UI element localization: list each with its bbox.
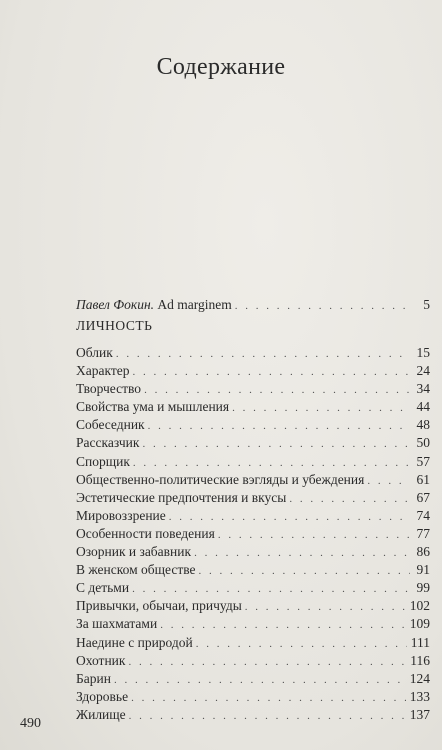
leader-dots [132, 580, 410, 598]
toc-entry [76, 453, 430, 471]
leader-dots [289, 490, 410, 508]
entry-title: Здоровье [76, 688, 129, 704]
toc-entry [76, 416, 430, 434]
section-heading: ЛИЧНОСТЬ [76, 318, 153, 333]
page-title: Содержание [156, 54, 286, 80]
leader-dots [144, 381, 410, 399]
leader-dots [131, 689, 406, 707]
entry-title: Привычки, обычаи, причуды [76, 598, 242, 614]
leader-dots [367, 472, 410, 490]
toc-entry [76, 634, 430, 652]
toc-entry [76, 688, 430, 706]
entry-title: Характер [76, 363, 130, 379]
entry-title: С детьми [76, 580, 130, 596]
entry-title: Собеседник [76, 417, 145, 433]
intro-page: 5 [423, 297, 430, 312]
toc-entry [76, 652, 430, 670]
toc-entry [76, 597, 430, 615]
toc-entry [76, 489, 430, 507]
toc-list [76, 344, 430, 724]
page-number: 490 [20, 716, 41, 731]
toc-entry [76, 362, 430, 380]
toc-entry [76, 543, 430, 561]
leader-dots [199, 562, 410, 580]
entry-title: Облик [76, 345, 113, 360]
entry-title: В женском обществе [76, 562, 196, 578]
toc-entry [76, 525, 430, 543]
entry-page: 137 [409, 706, 430, 722]
leader-dots [235, 297, 410, 315]
leader-dots [194, 544, 410, 562]
toc-entry [76, 344, 430, 362]
entry-page: 77 [416, 525, 430, 541]
entry-title: Творчество [76, 381, 142, 397]
entry-page: 50 [416, 435, 430, 451]
entry-page: 116 [410, 652, 430, 668]
entry-title: Свойства ума и мышления [76, 399, 230, 415]
entry-title: Озорник и забавник [76, 544, 192, 560]
entry-page: 34 [416, 381, 430, 397]
intro-title: Ad marginem [157, 297, 232, 312]
entry-title: Охотник [76, 652, 126, 668]
toc-entry [76, 579, 430, 597]
entry-title: Особенности поведения [76, 525, 215, 541]
leader-dots [128, 653, 406, 671]
entry-title: Спорщик [76, 453, 130, 469]
toc-entry [76, 507, 430, 525]
entry-page: 67 [416, 489, 430, 505]
leader-dots [114, 671, 406, 689]
toc-entry [76, 706, 430, 724]
entry-title: Мировоззрение [76, 507, 166, 523]
entry-page: 86 [416, 544, 430, 560]
entry-page: 74 [416, 507, 430, 523]
entry-title: Общественно-политические вэгляды и убеждения [76, 471, 365, 487]
entry-title: Эстетические предпочтения и вкусы [76, 489, 287, 505]
toc-entry [76, 670, 430, 688]
entry-title: За шахматами [76, 616, 158, 632]
leader-dots [129, 707, 406, 725]
leader-dots [169, 508, 410, 526]
leader-dots [133, 454, 410, 472]
entry-page: 124 [409, 670, 430, 686]
toc-entry [76, 615, 430, 633]
leader-dots [245, 598, 406, 616]
entry-page: 44 [416, 399, 430, 415]
entry-page: 24 [416, 363, 430, 379]
toc-entry [76, 398, 430, 416]
entry-title: Рассказчик [76, 435, 140, 451]
entry-page: 48 [416, 417, 430, 433]
entry-title: Барин [76, 670, 111, 686]
entry-title: Жилище [76, 706, 126, 722]
entry-page: 102 [409, 598, 430, 614]
toc-entry [76, 434, 430, 452]
intro-author: Павел Фокин. [76, 297, 155, 312]
leader-dots [196, 635, 407, 653]
entry-page: 57 [416, 453, 430, 469]
entry-page: 111 [410, 634, 430, 650]
toc-intro-entry [76, 296, 430, 314]
entry-page: 133 [409, 688, 430, 704]
toc-entry [76, 561, 430, 579]
entry-page: 61 [416, 471, 430, 487]
entry-page: 99 [416, 580, 430, 596]
entry-page: 109 [409, 616, 430, 632]
entry-title: Наедине с природой [76, 634, 193, 650]
toc-entry [76, 471, 430, 489]
entry-page: 91 [416, 562, 430, 578]
leader-dots [148, 417, 410, 435]
leader-dots [232, 399, 410, 417]
toc-entry [76, 380, 430, 398]
leader-dots [160, 616, 406, 634]
leader-dots [116, 345, 410, 363]
leader-dots [142, 435, 410, 453]
leader-dots [218, 526, 410, 544]
leader-dots [133, 363, 410, 381]
entry-page: 15 [416, 345, 430, 360]
